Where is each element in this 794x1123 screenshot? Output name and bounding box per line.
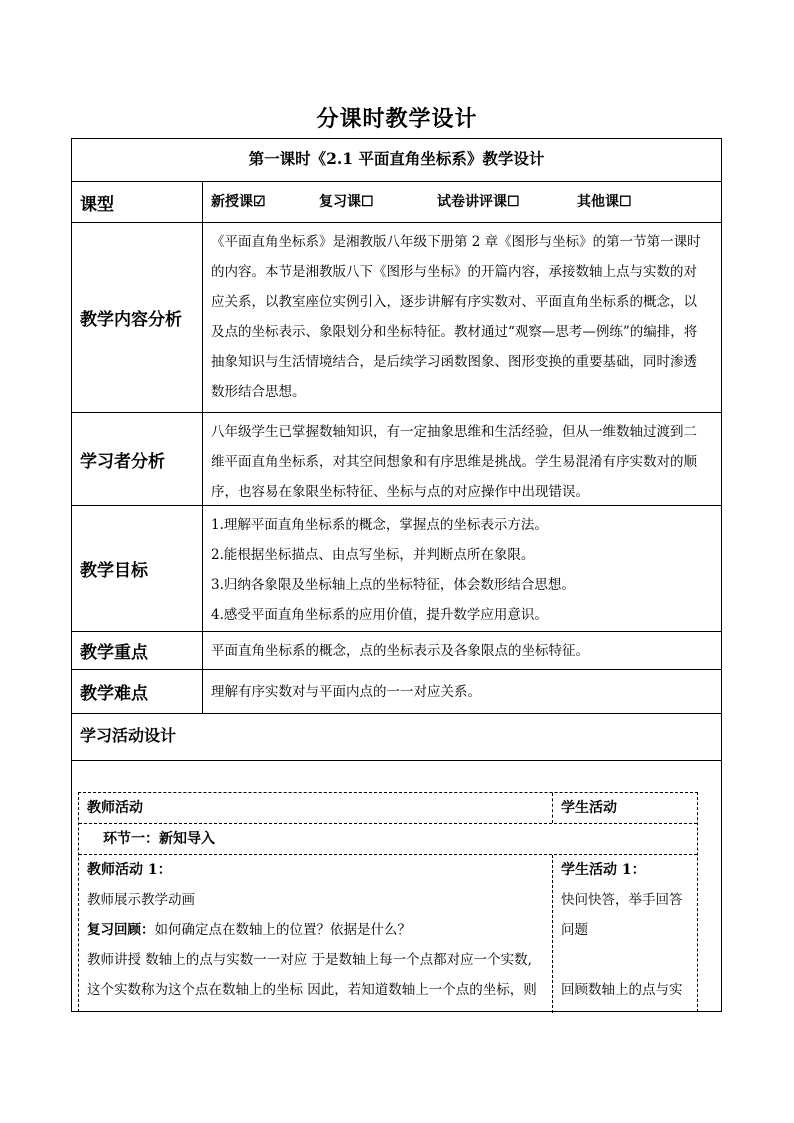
course-type-row: [72, 182, 721, 223]
objective-item: 1.理解平面直角坐标系的概念，掌握点的坐标表示方法。: [211, 517, 548, 533]
review-question: 如何确定点在数轴上的位置？依据是什么？: [154, 922, 411, 938]
course-type-exam: 试卷讲评课☐: [437, 194, 520, 210]
key-points-row: [72, 632, 721, 670]
learner-analysis-label: 学习者分析: [72, 413, 203, 505]
difficulties-label: 教学难点: [72, 670, 203, 713]
section-row: [79, 824, 697, 855]
teacher-activity-line: 教师讲授 数轴上的点与实数一一对应 于是数轴上每一个点都对应一个实数,: [87, 952, 532, 968]
review-line: [79, 915, 552, 945]
teacher-activity-1-title: 教师活动 1：: [87, 862, 172, 878]
lesson-title: 第一课时《2.1 平面直角坐标系》教学设计: [248, 149, 545, 168]
lesson-title-row: [72, 139, 721, 182]
course-type-value: [203, 182, 721, 222]
key-points-label: 教学重点: [72, 632, 203, 669]
document-title: 分课时教学设计: [316, 106, 478, 132]
learner-analysis-text: [203, 413, 721, 505]
learner-line: 维平面直角坐标系，对其空间想象和有序思维是挑战。学生易混淆有序实数对的顺: [211, 454, 697, 470]
course-type-new: 新授课☑: [211, 194, 266, 210]
learner-analysis-row: [72, 413, 721, 506]
activity-table: [78, 792, 698, 1012]
objectives-text: [203, 506, 721, 631]
objective-item: 3.归纳各象限及坐标轴上点的坐标特征，体会数形结合思想。: [211, 577, 575, 593]
difficulties-text: 理解有序实数对与平面内点的一一对应关系。: [211, 683, 481, 700]
learner-line: 八年级学生已掌握数轴知识，有一定抽象思维和生活经验，但从一维数轴过渡到二: [211, 424, 697, 440]
activity-1-row: [79, 855, 697, 1013]
objective-item: 4.感受平面直角坐标系的应用价值，提升数学应用意识。: [211, 607, 548, 623]
review-label: 复习回顾：: [87, 922, 155, 938]
content-line: 的内容。本节是湘教版八下《图形与坐标》的开篇内容，承接数轴上点与实数的对: [211, 264, 697, 280]
content-analysis-label: 教学内容分析: [72, 223, 203, 412]
activity-header-row: [79, 793, 697, 824]
activity-design-row: [72, 714, 721, 761]
teacher-activity-line: 教师展示教学动画: [87, 892, 195, 908]
course-type-label: 课型: [72, 182, 203, 222]
activity-design-label: 学习活动设计: [80, 726, 177, 745]
student-activity-line: 回顾数轴上的点与实: [561, 982, 683, 998]
content-analysis-row: [72, 223, 721, 413]
learner-line: 序，也容易在象限坐标特征、坐标与点的对应操作中出现错误。: [211, 484, 589, 500]
student-activity-line: [553, 945, 697, 975]
teacher-activity-1: [79, 855, 553, 1013]
content-analysis-text: [203, 223, 721, 412]
student-activity-line: 问题: [561, 922, 588, 938]
content-line: 及点的坐标表示、象限划分和坐标特征。教材通过“观察—思考—例练”的编排，将: [211, 324, 698, 340]
difficulties-row: [72, 670, 721, 714]
course-type-review: 复习课☐: [319, 194, 374, 210]
content-line: 抽象知识与生活情境结合，是后续学习函数图象、图形变换的重要基础，同时渗透: [211, 354, 697, 370]
section-title: 环节一：新知导入: [103, 831, 215, 847]
student-activity-header: 学生活动: [561, 800, 617, 816]
objectives-row: [72, 506, 721, 632]
teacher-activity-line: 这个实数称为这个点在数轴上的坐标 因此，若知道数轴上一个点的坐标，则: [87, 982, 537, 998]
course-type-other: 其他课☐: [577, 194, 632, 210]
key-points-text: 平面直角坐标系的概念，点的坐标表示及各象限点的坐标特征。: [211, 642, 589, 659]
objective-item: 2.能根据坐标描点、由点写坐标，并判断点所在象限。: [211, 547, 535, 563]
student-activity-1: [553, 855, 697, 1013]
student-activity-line: 快问快答，举手回答: [561, 892, 683, 908]
content-line: 应关系，以教室座位实例引入，逐步讲解有序实数对、平面直角坐标系的概念，以: [211, 294, 697, 310]
teacher-activity-header: 教师活动: [87, 800, 143, 816]
objectives-label: 教学目标: [72, 506, 203, 631]
student-activity-1-title: 学生活动 1：: [561, 862, 646, 878]
content-line: 数形结合思想。: [211, 384, 306, 400]
content-line: 《平面直角坐标系》是湘教版八年级下册第 2 章《图形与坐标》的第一节第一课时: [211, 234, 701, 250]
